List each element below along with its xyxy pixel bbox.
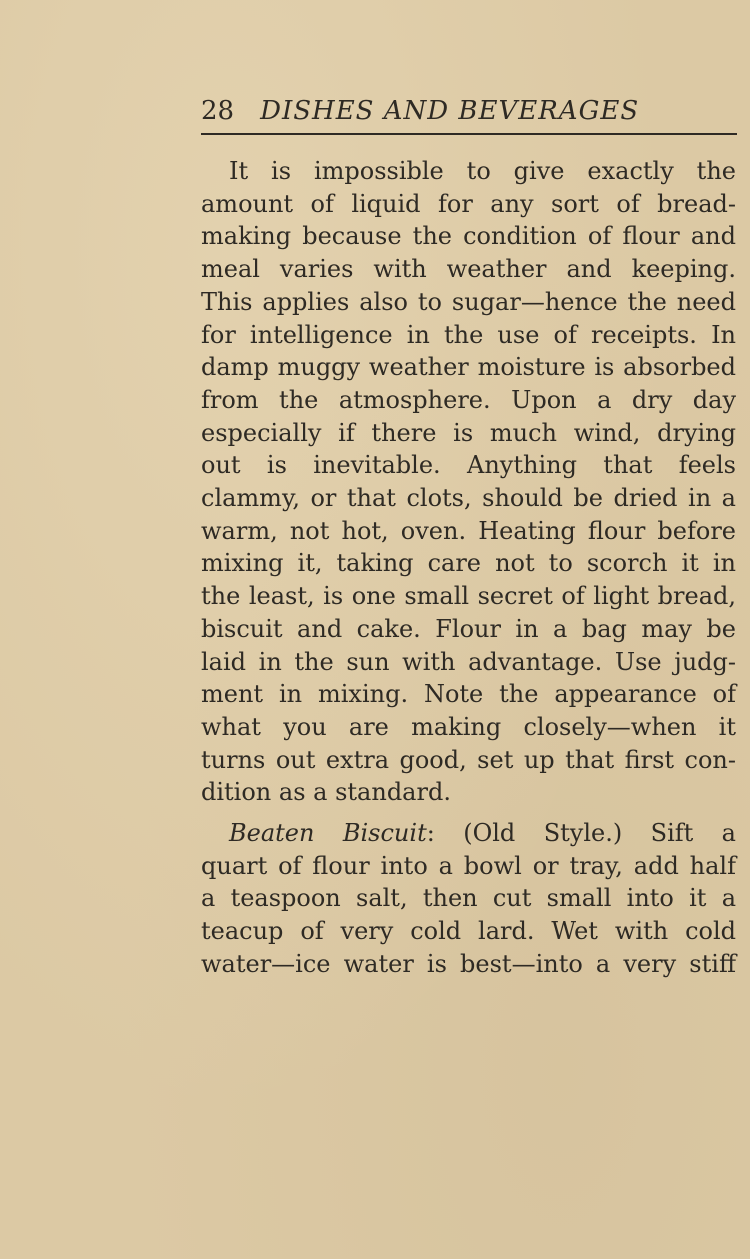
text-line: biscuit and cake. Flour in a bag may be (201, 614, 736, 643)
text-line: ment in mixing. Note the appearance of (201, 680, 736, 709)
text-line: laid in the sun with advantage. Use judg- (201, 647, 736, 676)
text-line: what you are making closely—when it (201, 712, 736, 741)
text-line: from the atmosphere. Upon a dry day (201, 385, 736, 414)
text-line: the least, is one small secret of light bread, (201, 582, 736, 611)
paragraph-beaten-biscuit (201, 817, 736, 981)
text-line: warm, not hot, oven. Heating flour before (201, 516, 736, 545)
running-title: DISHES AND BEVERAGES (260, 96, 640, 126)
text-line: teacup of very cold lard. Wet with cold (201, 917, 736, 946)
recipe-first-line (201, 817, 736, 850)
recipe-name: Beaten Biscuit (229, 819, 427, 847)
header-rule (201, 133, 737, 135)
text-line: a teaspoon salt, then cut small into it a (201, 884, 736, 913)
text-line: water—ice water is best—into a very stiff (201, 949, 736, 978)
text-line: for intelligence in the use of receipts. In (201, 320, 736, 349)
text-line: quart of flour into a bowl or tray, add half (201, 851, 736, 880)
text-line: This applies also to sugar—hence the need (201, 287, 736, 316)
text-line: dition as a standard. (201, 778, 451, 807)
running-head (201, 94, 737, 128)
text-line: mixing it, taking care not to scorch it in (201, 549, 736, 578)
paragraph-bread-making (201, 155, 736, 809)
text-line: making because the condition of flour and (201, 222, 736, 251)
text-line: amount of liquid for any sort of bread- (201, 189, 736, 218)
text-line: out is inevitable. Anything that feels (201, 451, 736, 480)
text-line: turns out extra good, set up that first con- (201, 745, 736, 774)
text-line: It is impossible to give exactly the (229, 157, 736, 185)
recipe-first-line-text: : (Old Style.) Sift a (426, 819, 736, 847)
text-line: especially if there is much wind, drying (201, 418, 736, 447)
text-line: damp muggy weather moisture is absorbed (201, 353, 736, 382)
text-line: meal varies with weather and keeping. (201, 255, 736, 284)
page-number: 28 (201, 96, 235, 126)
text-line: clammy, or that clots, should be dried in a (201, 484, 736, 513)
